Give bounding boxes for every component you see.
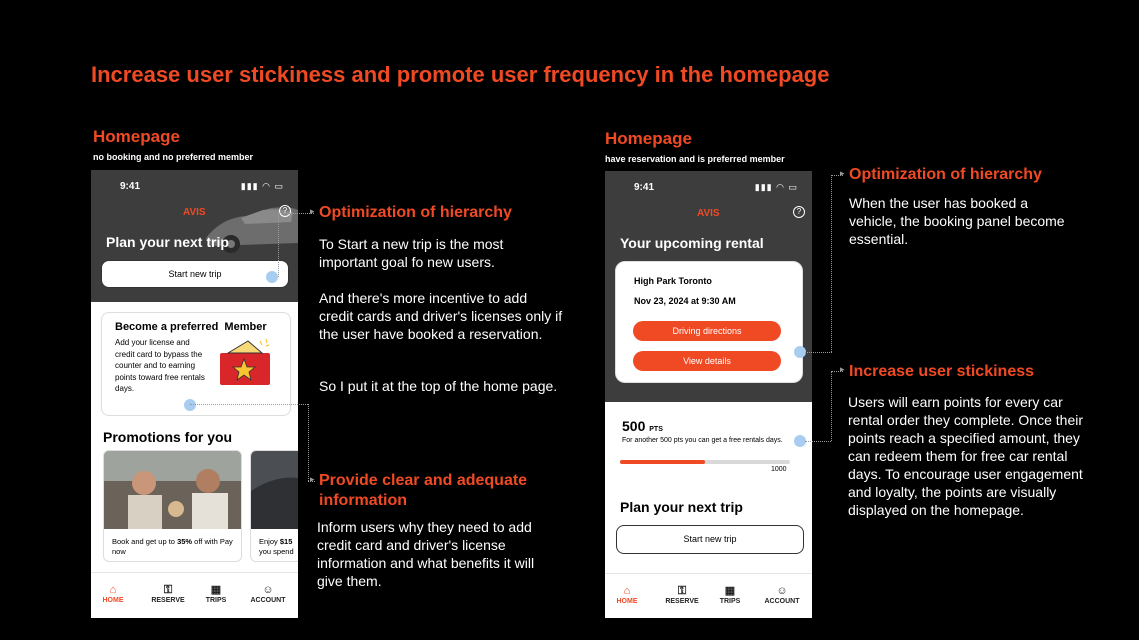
member-card-title: Become a preferred Member bbox=[115, 321, 267, 333]
user-icon: ☺ bbox=[262, 584, 274, 596]
right-section-heading: Homepage bbox=[605, 129, 692, 148]
start-new-trip-button[interactable]: Start new trip bbox=[101, 260, 289, 288]
callout-title: Optimization of hierarchy bbox=[319, 204, 512, 221]
brand-logo: AVIS bbox=[697, 208, 720, 219]
connector-line bbox=[308, 404, 310, 481]
nav-home[interactable]: ⌂ HOME bbox=[96, 583, 130, 604]
promo-card[interactable] bbox=[103, 450, 242, 562]
brand-logo: AVIS bbox=[183, 207, 206, 218]
left-phone-mockup bbox=[91, 170, 298, 618]
callout-title: Increase user stickiness bbox=[849, 363, 1035, 380]
nav-account[interactable]: ☺ ACCOUNT bbox=[759, 584, 805, 605]
bottom-navigation bbox=[605, 573, 812, 618]
calendar-icon: ▦ bbox=[724, 585, 736, 597]
callout-title: Optimization of hierarchy bbox=[849, 166, 1042, 183]
driving-directions-button[interactable]: Driving directions bbox=[633, 321, 781, 341]
promo-text: Book and get up to 35% off with Pay now bbox=[112, 537, 233, 556]
nav-account[interactable]: ☺ ACCOUNT bbox=[245, 583, 291, 604]
points-value: 500 PTS bbox=[622, 418, 663, 434]
connector-line bbox=[278, 213, 314, 215]
arrow-icon: ▸ bbox=[840, 364, 845, 374]
status-time: 9:41 bbox=[634, 182, 655, 193]
callout-text: When the user has booked a vehicle, the booking panel become essential. bbox=[849, 195, 1065, 247]
left-section-heading: Homepage bbox=[93, 127, 180, 146]
promo-photo bbox=[104, 451, 241, 529]
start-new-trip-button[interactable]: Start new trip bbox=[616, 525, 804, 554]
nav-reserve[interactable]: ⚿ RESERVE bbox=[662, 584, 702, 605]
arrow-icon: ▸ bbox=[310, 474, 315, 484]
callout-text: So I put it at the top of the home page. bbox=[319, 378, 558, 394]
callout-text: And there's more incentive to add credit cards and driver's licenses only if the user have booked a reservation. bbox=[319, 290, 563, 342]
plan-trip-title: Plan your next trip bbox=[620, 499, 743, 515]
page-title: Increase user stickiness and promote user frequency in the homepage bbox=[91, 62, 830, 87]
help-icon[interactable]: ? bbox=[793, 206, 805, 218]
status-icons: ▮▮▮ ◠ ▭ bbox=[240, 181, 284, 191]
annotation-marker bbox=[266, 271, 278, 283]
points-max-label: 1000 bbox=[771, 466, 787, 473]
callout-text: Users will earn points for every car rental order they complete. Once their points reach a specified amount, they can redeem them for free car rental days. To encourage user engagement and loyalty, the points are visually displayed on the homepage. bbox=[848, 394, 1084, 518]
hero-title: Your upcoming rental bbox=[620, 235, 764, 251]
bottom-navigation bbox=[91, 572, 298, 618]
arrow-icon: ▸ bbox=[310, 206, 315, 216]
rental-datetime: Nov 23, 2024 at 9:30 AM bbox=[634, 296, 736, 306]
hero-panel bbox=[91, 170, 298, 302]
promo-card[interactable] bbox=[250, 450, 298, 562]
callout-title: Provide clear and adequate information bbox=[319, 472, 528, 509]
promotions-title: Promotions for you bbox=[103, 429, 233, 445]
view-details-button[interactable]: View details bbox=[633, 351, 781, 371]
promo-text: Enjoy $15 you spend bbox=[259, 537, 294, 556]
nav-reserve[interactable]: ⚿ RESERVE bbox=[148, 583, 188, 604]
points-progress-fill bbox=[620, 460, 705, 464]
connector-line bbox=[831, 371, 833, 441]
hero-panel bbox=[605, 171, 812, 402]
connector-line bbox=[278, 213, 280, 277]
points-note: For another 500 pts you can get a free rentals days. bbox=[622, 437, 783, 444]
nav-trips[interactable]: ▦ TRIPS bbox=[713, 584, 747, 605]
home-icon: ⌂ bbox=[623, 585, 631, 597]
status-icons: ▮▮▮ ◠ ▭ bbox=[754, 182, 798, 192]
connector-line bbox=[190, 404, 308, 406]
connector-line bbox=[805, 352, 832, 354]
callout-text: Inform users why they need to add credit card and driver's license information and what benefits it will give them. bbox=[317, 519, 535, 589]
user-icon: ☺ bbox=[776, 585, 788, 597]
right-section-subheading: have reservation and is preferred member bbox=[605, 154, 785, 164]
calendar-icon: ▦ bbox=[210, 584, 222, 596]
home-icon: ⌂ bbox=[109, 584, 117, 596]
member-card-body: Add your license and credit card to bypass the counter and to earning points toward free rentals days. bbox=[115, 338, 205, 393]
connector-line bbox=[831, 175, 833, 352]
left-section-subheading: no booking and no preferred member bbox=[93, 152, 254, 162]
help-icon[interactable]: ? bbox=[279, 205, 291, 217]
connector-line bbox=[805, 441, 831, 443]
upcoming-rental-card[interactable] bbox=[615, 261, 803, 383]
points-progress-bar bbox=[620, 460, 790, 464]
right-phone-mockup bbox=[605, 171, 812, 618]
rental-location: High Park Toronto bbox=[634, 276, 712, 286]
status-time: 9:41 bbox=[120, 181, 141, 192]
wallet-illustration bbox=[214, 337, 276, 389]
key-icon: ⚿ bbox=[677, 585, 687, 597]
arrow-icon: ▸ bbox=[840, 168, 845, 178]
hero-title: Plan your next trip bbox=[106, 234, 229, 250]
key-icon: ⚿ bbox=[163, 584, 173, 596]
nav-trips[interactable]: ▦ TRIPS bbox=[199, 583, 233, 604]
promo-photo bbox=[251, 451, 298, 529]
nav-home[interactable]: ⌂ HOME bbox=[610, 584, 644, 605]
preferred-member-card[interactable] bbox=[101, 312, 291, 416]
callout-text: To Start a new trip is the most important goal fo new users. bbox=[319, 236, 504, 270]
